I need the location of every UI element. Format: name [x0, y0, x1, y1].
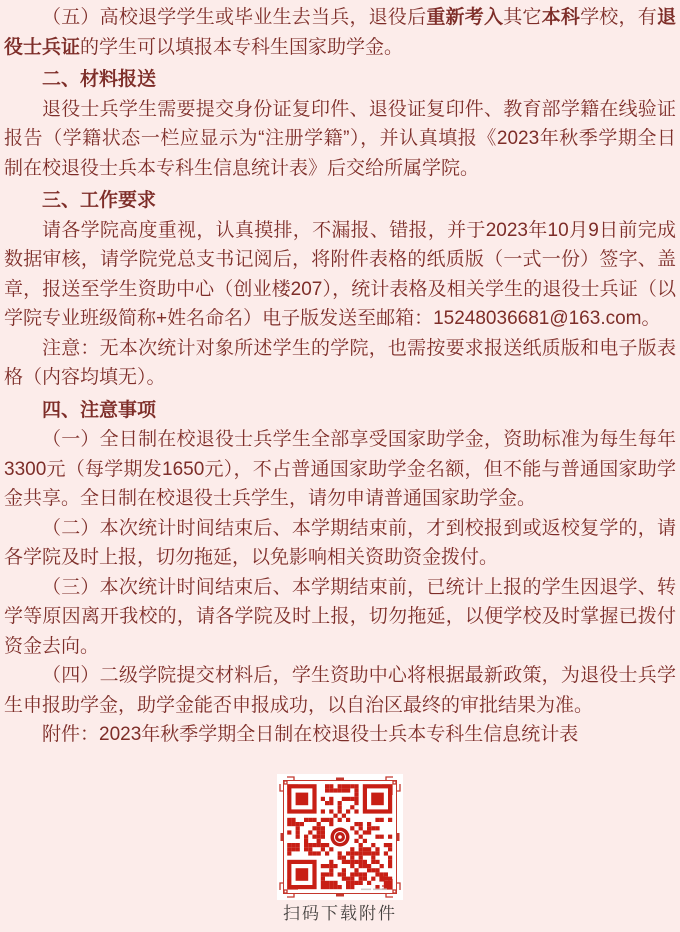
section-heading — [4, 396, 676, 426]
bold-text-run: 退役士兵证 — [4, 7, 676, 58]
paragraph — [4, 720, 676, 750]
text-run: （三）本次统计时间结束后、本学期结束前，已统计上报的学生因退学、转学等原因离开我校的，请各学院及时上报，切勿拖延，以便学校及时掌握已拨付资金去向。 — [4, 576, 676, 657]
text-run: （一）全日制在校退役士兵学生全部享受国家助学金，资助标准为每生每年3300元（每学期发1650元），不占普通国家助学金名额，但不能与普通国家助学金共享。全日制在校退役士兵学生，请勿申请普通国家助学金。 — [4, 429, 676, 509]
attachment-qr-figure — [4, 774, 676, 925]
paragraph — [4, 3, 676, 62]
paragraph — [4, 216, 676, 334]
text-run: 请各学院高度重视，认真摸排，不漏报、错报，并于2023年10月9日前完成数据审核，请学院党总支书记阅后，将附件表格的纸质版（一式一份）签字、盖章，报送至学生资助中心（创业楼207），统计表格及相关学生的退役士兵证（以学院专业班级简称+姓名命名）电子版发送至邮箱：15248036681@163.com。 — [4, 219, 676, 329]
qr-code-image — [277, 774, 403, 900]
paragraph — [4, 334, 676, 393]
section-heading — [4, 186, 676, 216]
bold-text-run: 二、材料报送 — [42, 69, 157, 90]
text-run: 注意：无本次统计对象所述学生的学院，也需按要求报送纸质版和电子版表格（内容均填无）。 — [4, 337, 676, 388]
bold-text-run: 重新考入 — [426, 7, 504, 28]
text-run: 的学生可以填报本专科生国家助学金。 — [80, 36, 404, 58]
text-run: （五）高校退学学生或毕业生去当兵，退役后 — [42, 7, 427, 28]
paragraph — [4, 514, 676, 573]
paragraph — [4, 661, 676, 720]
paragraph — [4, 95, 676, 184]
qr-caption: 扫码下载附件 — [283, 903, 397, 923]
document-body — [4, 3, 676, 750]
qr-code — [277, 774, 403, 900]
text-run: 附件：2023年秋季学期全日制在校退役士兵本专科生信息统计表 — [42, 724, 579, 745]
text-run: 退役士兵学生需要提交身份证复印件、退役证复印件、教育部学籍在线验证报告（学籍状态一栏应显示为“注册学籍”），并认真填报《2023年秋季学期全日制在校退役士兵本专科生信息统计表》后交给所属学院。 — [4, 98, 676, 179]
text-run: 学校，有 — [580, 7, 657, 28]
bold-text-run: 三、工作要求 — [42, 190, 157, 211]
paragraph — [4, 573, 676, 662]
section-heading — [4, 65, 676, 95]
text-run: （四）二级学院提交材料后，学生资助中心将根据最新政策，为退役士兵学生申报助学金，助学金能否申报成功，以自治区最终的审批结果为准。 — [4, 665, 676, 716]
bold-text-run: 本科 — [541, 7, 581, 28]
paragraph — [4, 425, 676, 514]
bold-text-run: 四、注意事项 — [42, 399, 157, 421]
text-run: （二）本次统计时间结束后、本学期结束前，才到校报到或返校复学的，请各学院及时上报，切勿拖延，以免影响相关资助资金拨付。 — [4, 517, 676, 568]
text-run: 其它 — [503, 7, 542, 28]
